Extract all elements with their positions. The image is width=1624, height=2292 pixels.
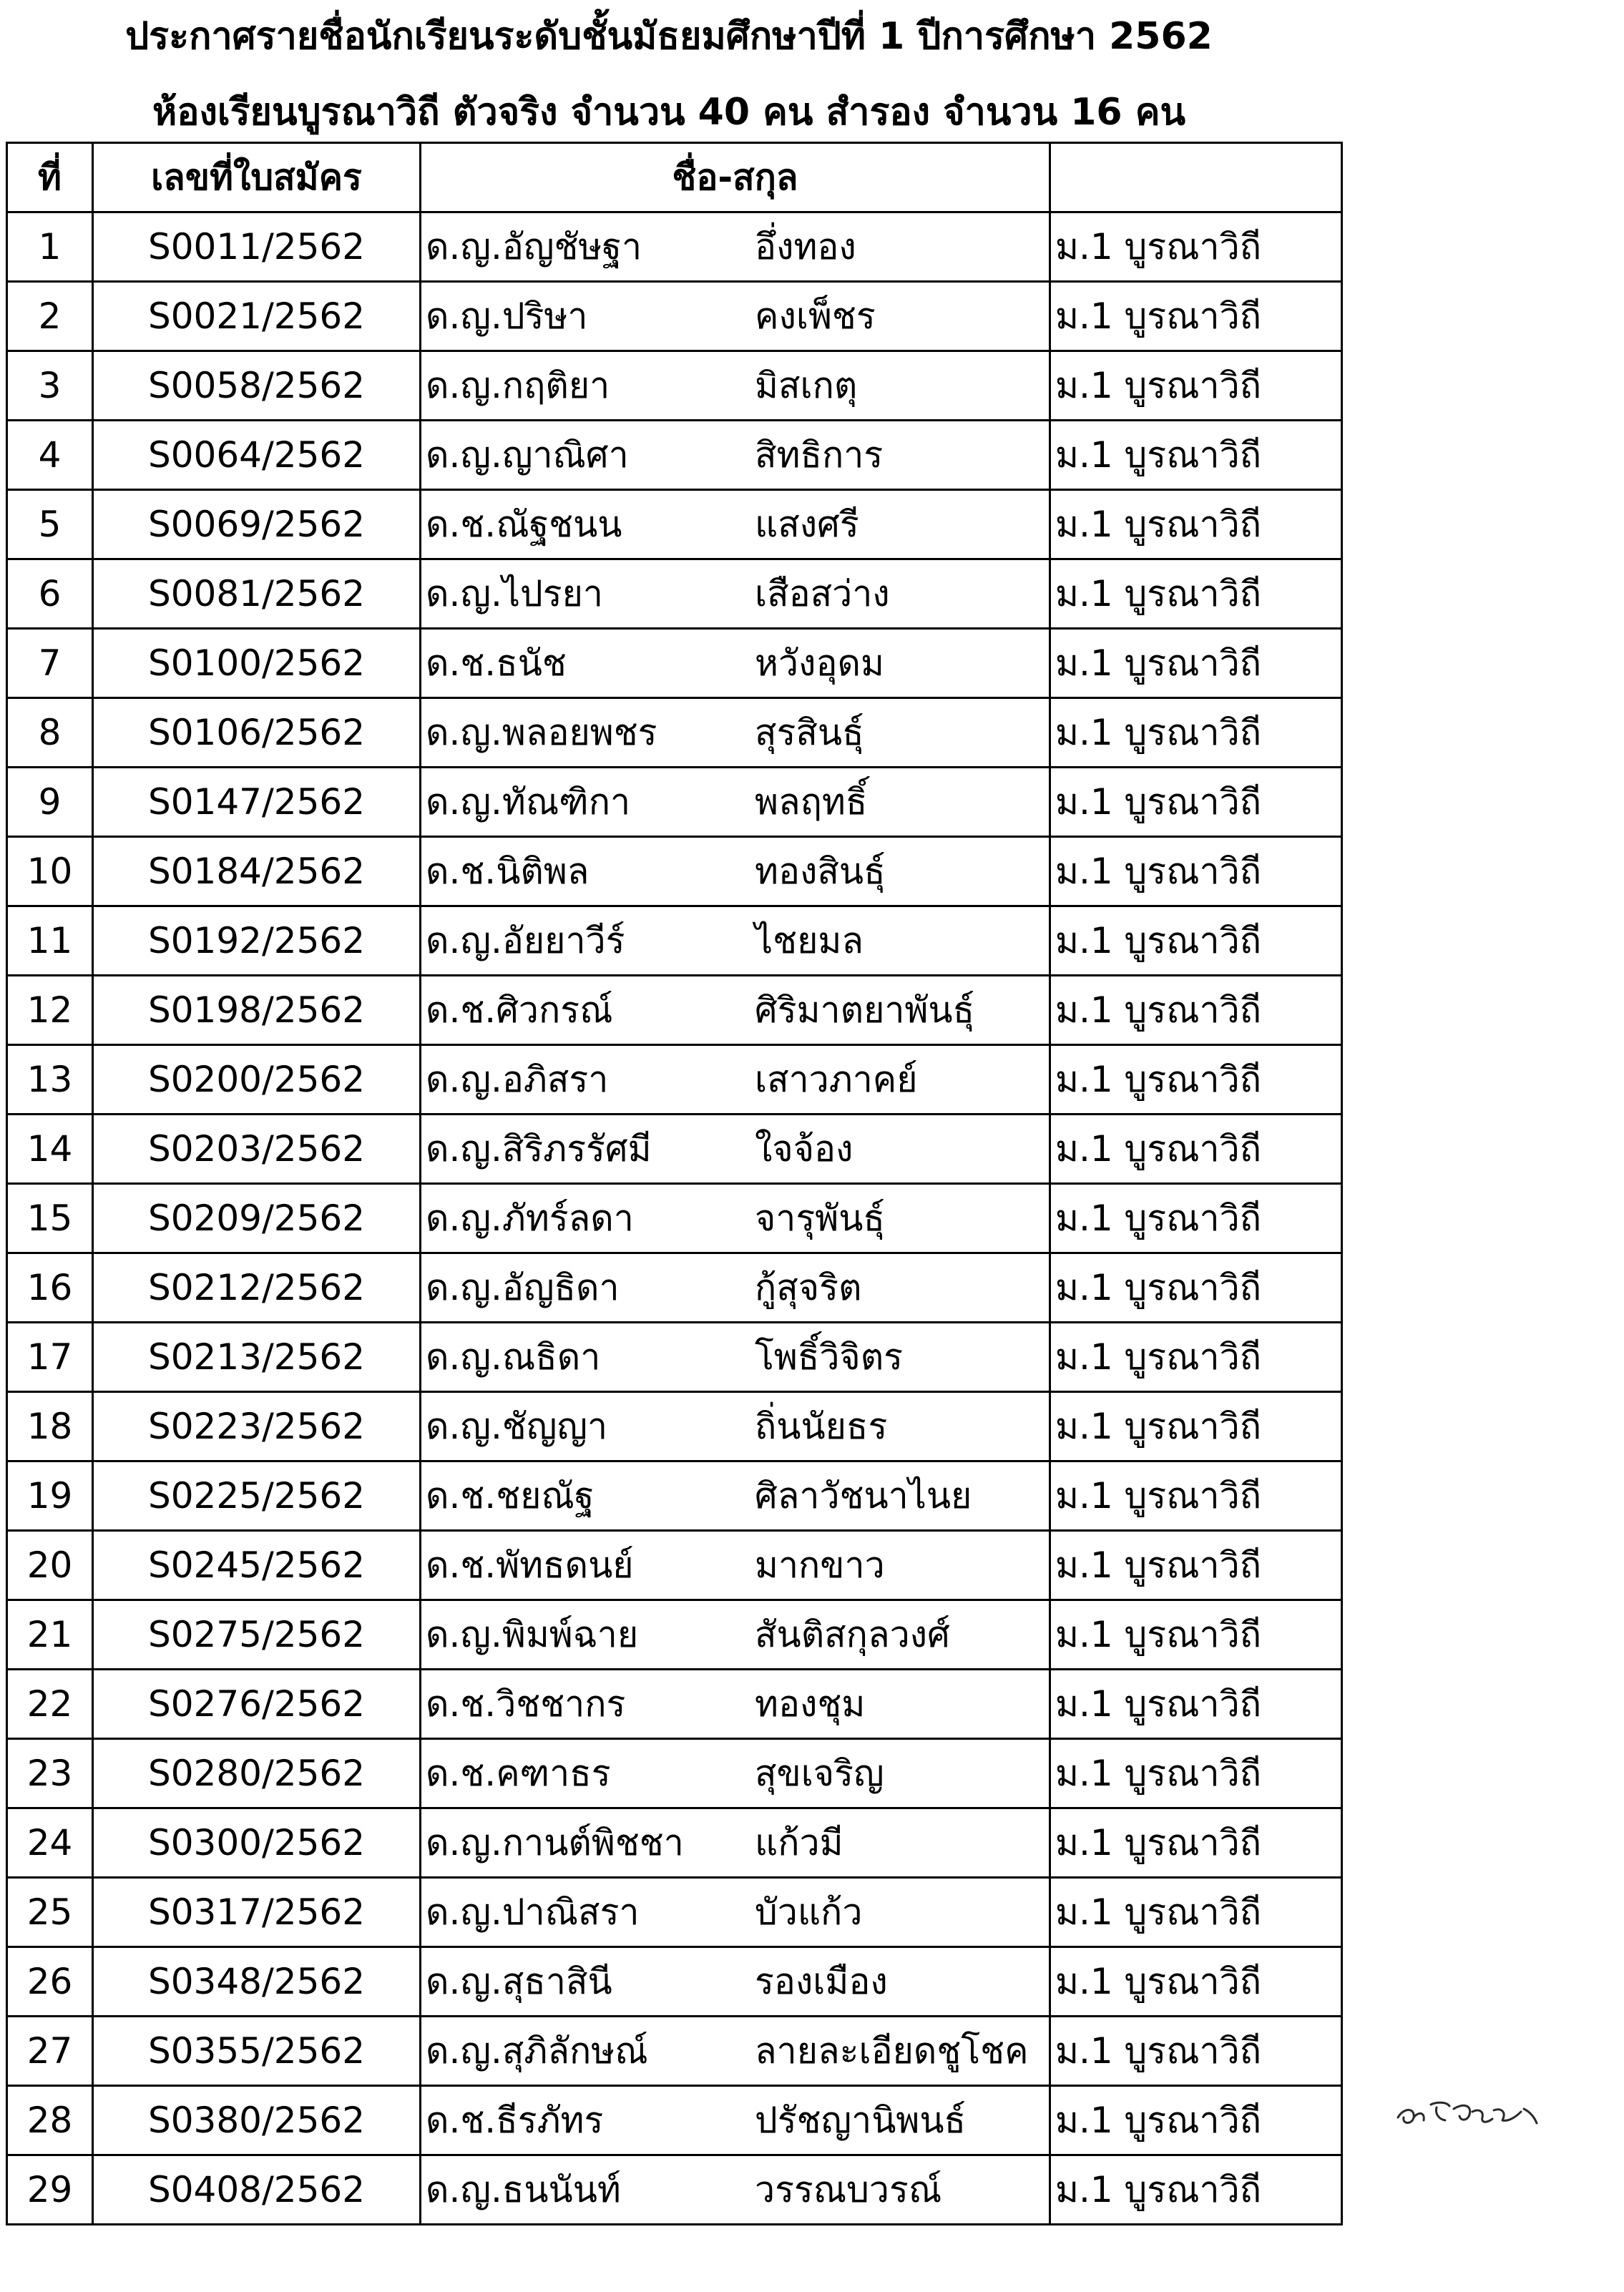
cell-no: 18 [7,1392,93,1461]
header-no: ที่ [7,143,93,212]
last-name: สุขเจริญ [755,1753,884,1794]
table-row [7,490,1342,559]
page-subtitle: ห้องเรียนบูรณาวิถี ตัวจริง จำนวน 40 คน สำรอง จำนวน 16 คน [152,91,1186,134]
cell-class: ม.1 บูรณาวิถี [1050,2086,1342,2155]
cell-no: 27 [7,2017,93,2086]
last-name: พลฤทธิ์ [755,781,868,823]
table-row [7,1531,1342,1600]
last-name: ลายละเอียดชูโชค [755,2030,1029,2072]
cell-application-no: S0198/2562 [93,976,421,1045]
page-title: ประกาศรายชื่อนักเรียนระดับชั้นมัธยมศึกษาปีที่ 1 ปีการศึกษา 2562 [125,15,1213,58]
cell-no: 7 [7,629,93,698]
cell-no: 12 [7,976,93,1045]
cell-application-no: S0200/2562 [93,1045,421,1115]
last-name: ศิลาวัชนาไนย [755,1475,972,1517]
table-row [7,421,1342,490]
cell-no: 13 [7,1045,93,1115]
cell-name [421,698,1050,768]
last-name: ใจจ้อง [755,1128,853,1170]
first-name: ด.ช.ชยณัฐ [426,1475,595,1517]
last-name: ทองชุม [755,1683,866,1725]
cell-class: ม.1 บูรณาวิถี [1050,1184,1342,1253]
table-row [7,351,1342,421]
table-row [7,212,1342,282]
table-row [7,1253,1342,1323]
cell-no: 20 [7,1531,93,1600]
first-name: ด.ญ.สุธาสินี [426,1961,612,2002]
cell-name [421,629,1050,698]
cell-application-no: S0275/2562 [93,1600,421,1670]
cell-class: ม.1 บูรณาวิถี [1050,1253,1342,1323]
cell-class: ม.1 บูรณาวิถี [1050,837,1342,906]
table-row [7,1045,1342,1115]
cell-name [421,1739,1050,1808]
cell-application-no: S0223/2562 [93,1392,421,1461]
first-name: ด.ญ.อัญชัษฐา [426,226,642,268]
cell-no: 25 [7,1878,93,1947]
cell-no: 6 [7,559,93,629]
table-row [7,698,1342,768]
table-row [7,282,1342,351]
cell-class: ม.1 บูรณาวิถี [1050,212,1342,282]
cell-application-no: S0300/2562 [93,1808,421,1878]
cell-name [421,976,1050,1045]
cell-name [421,351,1050,421]
student-roster-table [6,142,1343,2225]
cell-class: ม.1 บูรณาวิถี [1050,1392,1342,1461]
cell-application-no: S0106/2562 [93,698,421,768]
cell-class: ม.1 บูรณาวิถี [1050,976,1342,1045]
cell-application-no: S0184/2562 [93,837,421,906]
cell-class: ม.1 บูรณาวิถี [1050,1808,1342,1878]
cell-no: 17 [7,1323,93,1392]
first-name: ด.ช.พัทธดนย์ [426,1544,634,1586]
cell-no: 23 [7,1739,93,1808]
first-name: ด.ญ.สิริภรรัศมี [426,1128,652,1170]
cell-no: 10 [7,837,93,906]
cell-application-no: S0380/2562 [93,2086,421,2155]
cell-no: 9 [7,768,93,837]
cell-class: ม.1 บูรณาวิถี [1050,906,1342,976]
cell-name [421,2155,1050,2225]
cell-application-no: S0203/2562 [93,1115,421,1184]
cell-name [421,1115,1050,1184]
cell-no: 8 [7,698,93,768]
cell-name [421,1461,1050,1531]
cell-name [421,559,1050,629]
cell-class: ม.1 บูรณาวิถี [1050,698,1342,768]
first-name: ด.ญ.ทัณฑิกา [426,781,631,823]
last-name: จารุพันธุ์ [755,1198,885,1239]
cell-application-no: S0011/2562 [93,212,421,282]
cell-name [421,1392,1050,1461]
first-name: ด.ญ.ชัญญา [426,1406,608,1447]
last-name: โพธิ์วิจิตร [755,1336,904,1378]
last-name: หวังอุดม [755,642,884,684]
cell-class: ม.1 บูรณาวิถี [1050,282,1342,351]
first-name: ด.ช.ศิวกรณ์ [426,989,613,1031]
cell-class: ม.1 บูรณาวิถี [1050,1045,1342,1115]
last-name: สิทธิการ [755,434,884,476]
last-name: เสือสว่าง [755,573,890,614]
cell-no: 14 [7,1115,93,1184]
cell-name [421,1878,1050,1947]
first-name: ด.ญ.ปริษา [426,295,588,337]
table-row [7,1115,1342,1184]
cell-no: 21 [7,1600,93,1670]
cell-application-no: S0192/2562 [93,906,421,976]
first-name: ด.ญ.อภิสรา [426,1059,609,1100]
first-name: ด.ญ.ปาณิสรา [426,1891,640,1933]
cell-name [421,1808,1050,1878]
last-name: แก้วมี [755,1822,843,1864]
cell-application-no: S0276/2562 [93,1670,421,1739]
table-row [7,1600,1342,1670]
cell-application-no: S0021/2562 [93,282,421,351]
cell-application-no: S0280/2562 [93,1739,421,1808]
table-row [7,2155,1342,2225]
cell-name [421,1323,1050,1392]
first-name: ด.ญ.ณธิดา [426,1336,601,1378]
cell-name [421,282,1050,351]
last-name: กู้สุจริต [755,1267,862,1308]
cell-name [421,906,1050,976]
first-name: ด.ช.คฑาธร [426,1753,611,1794]
last-name: บัวแก้ว [755,1891,863,1933]
table-row [7,976,1342,1045]
table-row [7,1670,1342,1739]
cell-class: ม.1 บูรณาวิถี [1050,1323,1342,1392]
last-name: ถิ่นนัยธร [755,1406,888,1447]
cell-application-no: S0348/2562 [93,1947,421,2017]
first-name: ด.ช.นิติพล [426,851,590,892]
cell-name [421,1670,1050,1739]
cell-application-no: S0213/2562 [93,1323,421,1392]
cell-class: ม.1 บูรณาวิถี [1050,1461,1342,1531]
table-row [7,2017,1342,2086]
cell-name [421,490,1050,559]
cell-name [421,2086,1050,2155]
cell-name [421,1184,1050,1253]
cell-no: 5 [7,490,93,559]
cell-name [421,768,1050,837]
cell-class: ม.1 บูรณาวิถี [1050,1531,1342,1600]
table-row [7,1947,1342,2017]
last-name: มากขาว [755,1544,885,1586]
cell-application-no: S0212/2562 [93,1253,421,1323]
table-row [7,629,1342,698]
cell-class: ม.1 บูรณาวิถี [1050,490,1342,559]
cell-name [421,421,1050,490]
cell-application-no: S0209/2562 [93,1184,421,1253]
cell-application-no: S0408/2562 [93,2155,421,2225]
header-class [1050,143,1342,212]
first-name: ด.ญ.กฤติยา [426,365,610,406]
last-name: แสงศรี [755,504,859,545]
cell-no: 2 [7,282,93,351]
cell-name [421,1045,1050,1115]
cell-no: 11 [7,906,93,976]
cell-application-no: S0317/2562 [93,1878,421,1947]
cell-class: ม.1 บูรณาวิถี [1050,421,1342,490]
cell-no: 16 [7,1253,93,1323]
last-name: ไชยมล [755,920,864,961]
cell-class: ม.1 บูรณาวิถี [1050,1600,1342,1670]
cell-application-no: S0081/2562 [93,559,421,629]
cell-application-no: S0355/2562 [93,2017,421,2086]
cell-application-no: S0245/2562 [93,1531,421,1600]
table-row [7,1739,1342,1808]
first-name: ด.ช.วิชชากร [426,1683,626,1725]
last-name: สุรสินธุ์ [755,712,864,753]
table-header-row [7,143,1342,212]
last-name: รองเมือง [755,1961,888,2002]
table-row [7,1461,1342,1531]
cell-name [421,212,1050,282]
cell-application-no: S0069/2562 [93,490,421,559]
first-name: ด.ญ.อัญธิดา [426,1267,620,1308]
last-name: อึ่งทอง [755,226,856,268]
cell-class: ม.1 บูรณาวิถี [1050,1739,1342,1808]
last-name: วรรณบวรณ์ [755,2169,942,2210]
last-name: เสาวภาคย์ [755,1059,918,1100]
cell-name [421,1600,1050,1670]
cell-no: 29 [7,2155,93,2225]
cell-no: 24 [7,1808,93,1878]
first-name: ด.ญ.ไปรยา [426,573,603,614]
last-name: มิสเกตุ [755,365,858,406]
last-name: ศิริมาตยาพันธุ์ [755,989,975,1031]
first-name: ด.ญ.พลอยพชร [426,712,657,753]
cell-class: ม.1 บูรณาวิถี [1050,2155,1342,2225]
cell-class: ม.1 บูรณาวิถี [1050,768,1342,837]
cell-class: ม.1 บูรณาวิถี [1050,559,1342,629]
header-application-no: เลขที่ใบสมัคร [93,143,421,212]
last-name: ทองสินธุ์ [755,851,886,892]
cell-no: 3 [7,351,93,421]
table-row [7,1878,1342,1947]
table-row [7,1323,1342,1392]
cell-name [421,1947,1050,2017]
first-name: ด.ญ.พิมพ์ฉาย [426,1614,639,1655]
cell-name [421,1531,1050,1600]
first-name: ด.ช.ณัฐชนน [426,504,622,545]
cell-class: ม.1 บูรณาวิถี [1050,1670,1342,1739]
cell-name [421,2017,1050,2086]
first-name: ด.ญ.ญาณิศา [426,434,629,476]
last-name: ปรัชญานิพนธ์ [755,2100,967,2141]
cell-no: 26 [7,1947,93,2017]
first-name: ด.ญ.ภัทร์ลดา [426,1198,634,1239]
cell-name [421,837,1050,906]
table-row [7,559,1342,629]
table-body [7,212,1342,2225]
cell-application-no: S0100/2562 [93,629,421,698]
last-name: คงเพ็ชร [755,295,876,337]
table-row [7,768,1342,837]
cell-no: 19 [7,1461,93,1531]
first-name: ด.ญ.สุภิลักษณ์ [426,2030,648,2072]
header-name: ชื่อ-สกุล [421,143,1050,212]
last-name: สันติสกุลวงศ์ [755,1614,950,1655]
cell-no: 4 [7,421,93,490]
cell-no: 28 [7,2086,93,2155]
cell-class: ม.1 บูรณาวิถี [1050,1878,1342,1947]
table-row [7,906,1342,976]
cell-application-no: S0064/2562 [93,421,421,490]
cell-application-no: S0147/2562 [93,768,421,837]
cell-class: ม.1 บูรณาวิถี [1050,1115,1342,1184]
first-name: ด.ญ.กานต์พิชชา [426,1822,684,1864]
first-name: ด.ช.ธีรภัทร [426,2100,604,2141]
table-row [7,2086,1342,2155]
first-name: ด.ญ.อัยยาวีร์ [426,920,625,961]
table-row [7,1392,1342,1461]
cell-no: 22 [7,1670,93,1739]
cell-no: 1 [7,212,93,282]
table-row [7,1808,1342,1878]
cell-class: ม.1 บูรณาวิถี [1050,2017,1342,2086]
cell-name [421,1253,1050,1323]
cell-no: 15 [7,1184,93,1253]
handwritten-signature [1394,2083,1544,2140]
first-name: ด.ญ.ธนนันท์ [426,2169,621,2210]
table-row [7,837,1342,906]
cell-application-no: S0058/2562 [93,351,421,421]
cell-application-no: S0225/2562 [93,1461,421,1531]
table-row [7,1184,1342,1253]
cell-class: ม.1 บูรณาวิถี [1050,629,1342,698]
first-name: ด.ช.ธนัช [426,642,567,684]
cell-class: ม.1 บูรณาวิถี [1050,351,1342,421]
cell-class: ม.1 บูรณาวิถี [1050,1947,1342,2017]
